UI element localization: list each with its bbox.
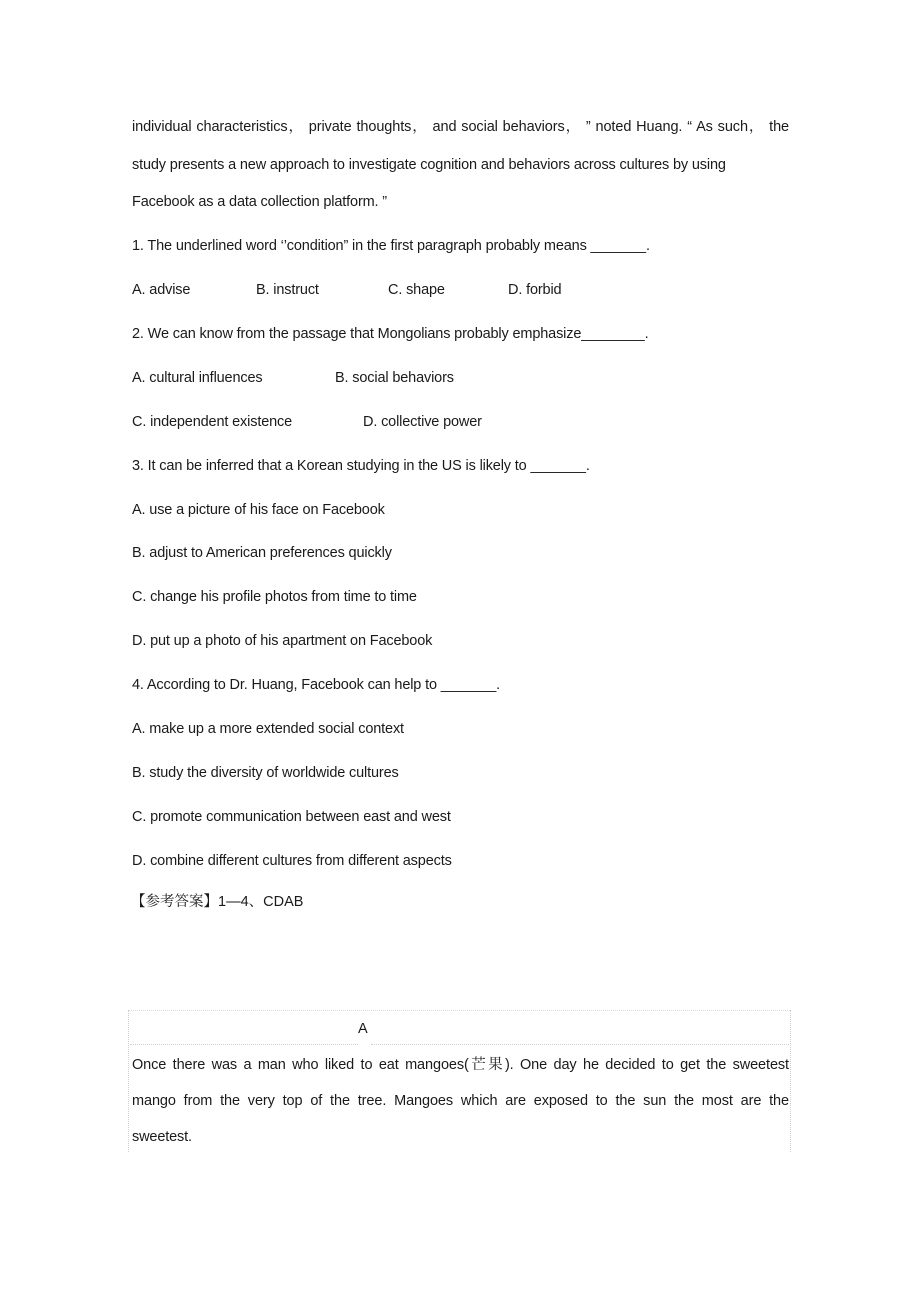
frame-border-right <box>790 1010 791 1152</box>
option-c: C. independent existence <box>132 414 293 430</box>
question-stem: 3. It can be inferred that a Korean studying in the US is likely to _______. <box>132 458 590 474</box>
question-stem: 2. We can know from the passage that Mongolians probably emphasize________. <box>132 326 649 342</box>
option-b: B. study the diversity of worldwide cultures <box>132 765 399 781</box>
option-a: A. use a picture of his face on Facebook <box>132 502 385 518</box>
option-a: A. advise <box>132 282 191 298</box>
question-stem: 4. According to Dr. Huang, Facebook can help to _______. <box>132 677 501 693</box>
option-a: A. make up a more extended social context <box>132 721 404 737</box>
option-c: C. change his profile photos from time to time <box>132 589 417 605</box>
passage-line: mango from the very top of the tree. Mangoes which are exposed to the sun the most are the <box>132 1093 789 1109</box>
frame-border-top <box>128 1010 790 1011</box>
option-b: B. instruct <box>256 282 319 298</box>
answer-key <box>131 893 303 911</box>
option-d: D. combine different cultures from different aspects <box>132 853 452 869</box>
passage-line: sweetest. <box>132 1129 192 1145</box>
answer-key-text: 1—4、CDAB <box>218 894 304 910</box>
passage-line: study presents a new approach to investigate cognition and behaviors across cultures by using <box>132 157 726 173</box>
passage-line: individual characteristics， private thoughts， and social behaviors， ” noted Huang. “ As such， the <box>132 119 789 135</box>
option-a: A. cultural influences <box>132 370 263 386</box>
chinese-gloss: 芒果 <box>468 1057 505 1073</box>
option-b: B. social behaviors <box>335 370 454 386</box>
option-d: D. put up a photo of his apartment on Facebook <box>132 633 433 649</box>
passage-line: Facebook as a data collection platform. ” <box>132 194 387 210</box>
option-b: B. adjust to American preferences quickly <box>132 545 392 561</box>
frame-divider <box>371 1044 789 1045</box>
option-d: D. collective power <box>363 414 482 430</box>
section-title: A <box>358 1021 368 1037</box>
option-c: C. shape <box>388 282 445 298</box>
answer-key-label: 【参考答案】 <box>131 894 218 910</box>
option-d: D. forbid <box>508 282 562 298</box>
frame-border-left <box>128 1010 129 1152</box>
option-c: C. promote communication between east and west <box>132 809 451 825</box>
frame-divider <box>130 1044 358 1045</box>
passage-line: Once there was a man who liked to eat mangoes(芒果). One day he decided to get the sweetest <box>132 1057 789 1073</box>
question-stem: 1. The underlined word ‘’condition” in the first paragraph probably means _______. <box>132 238 650 254</box>
